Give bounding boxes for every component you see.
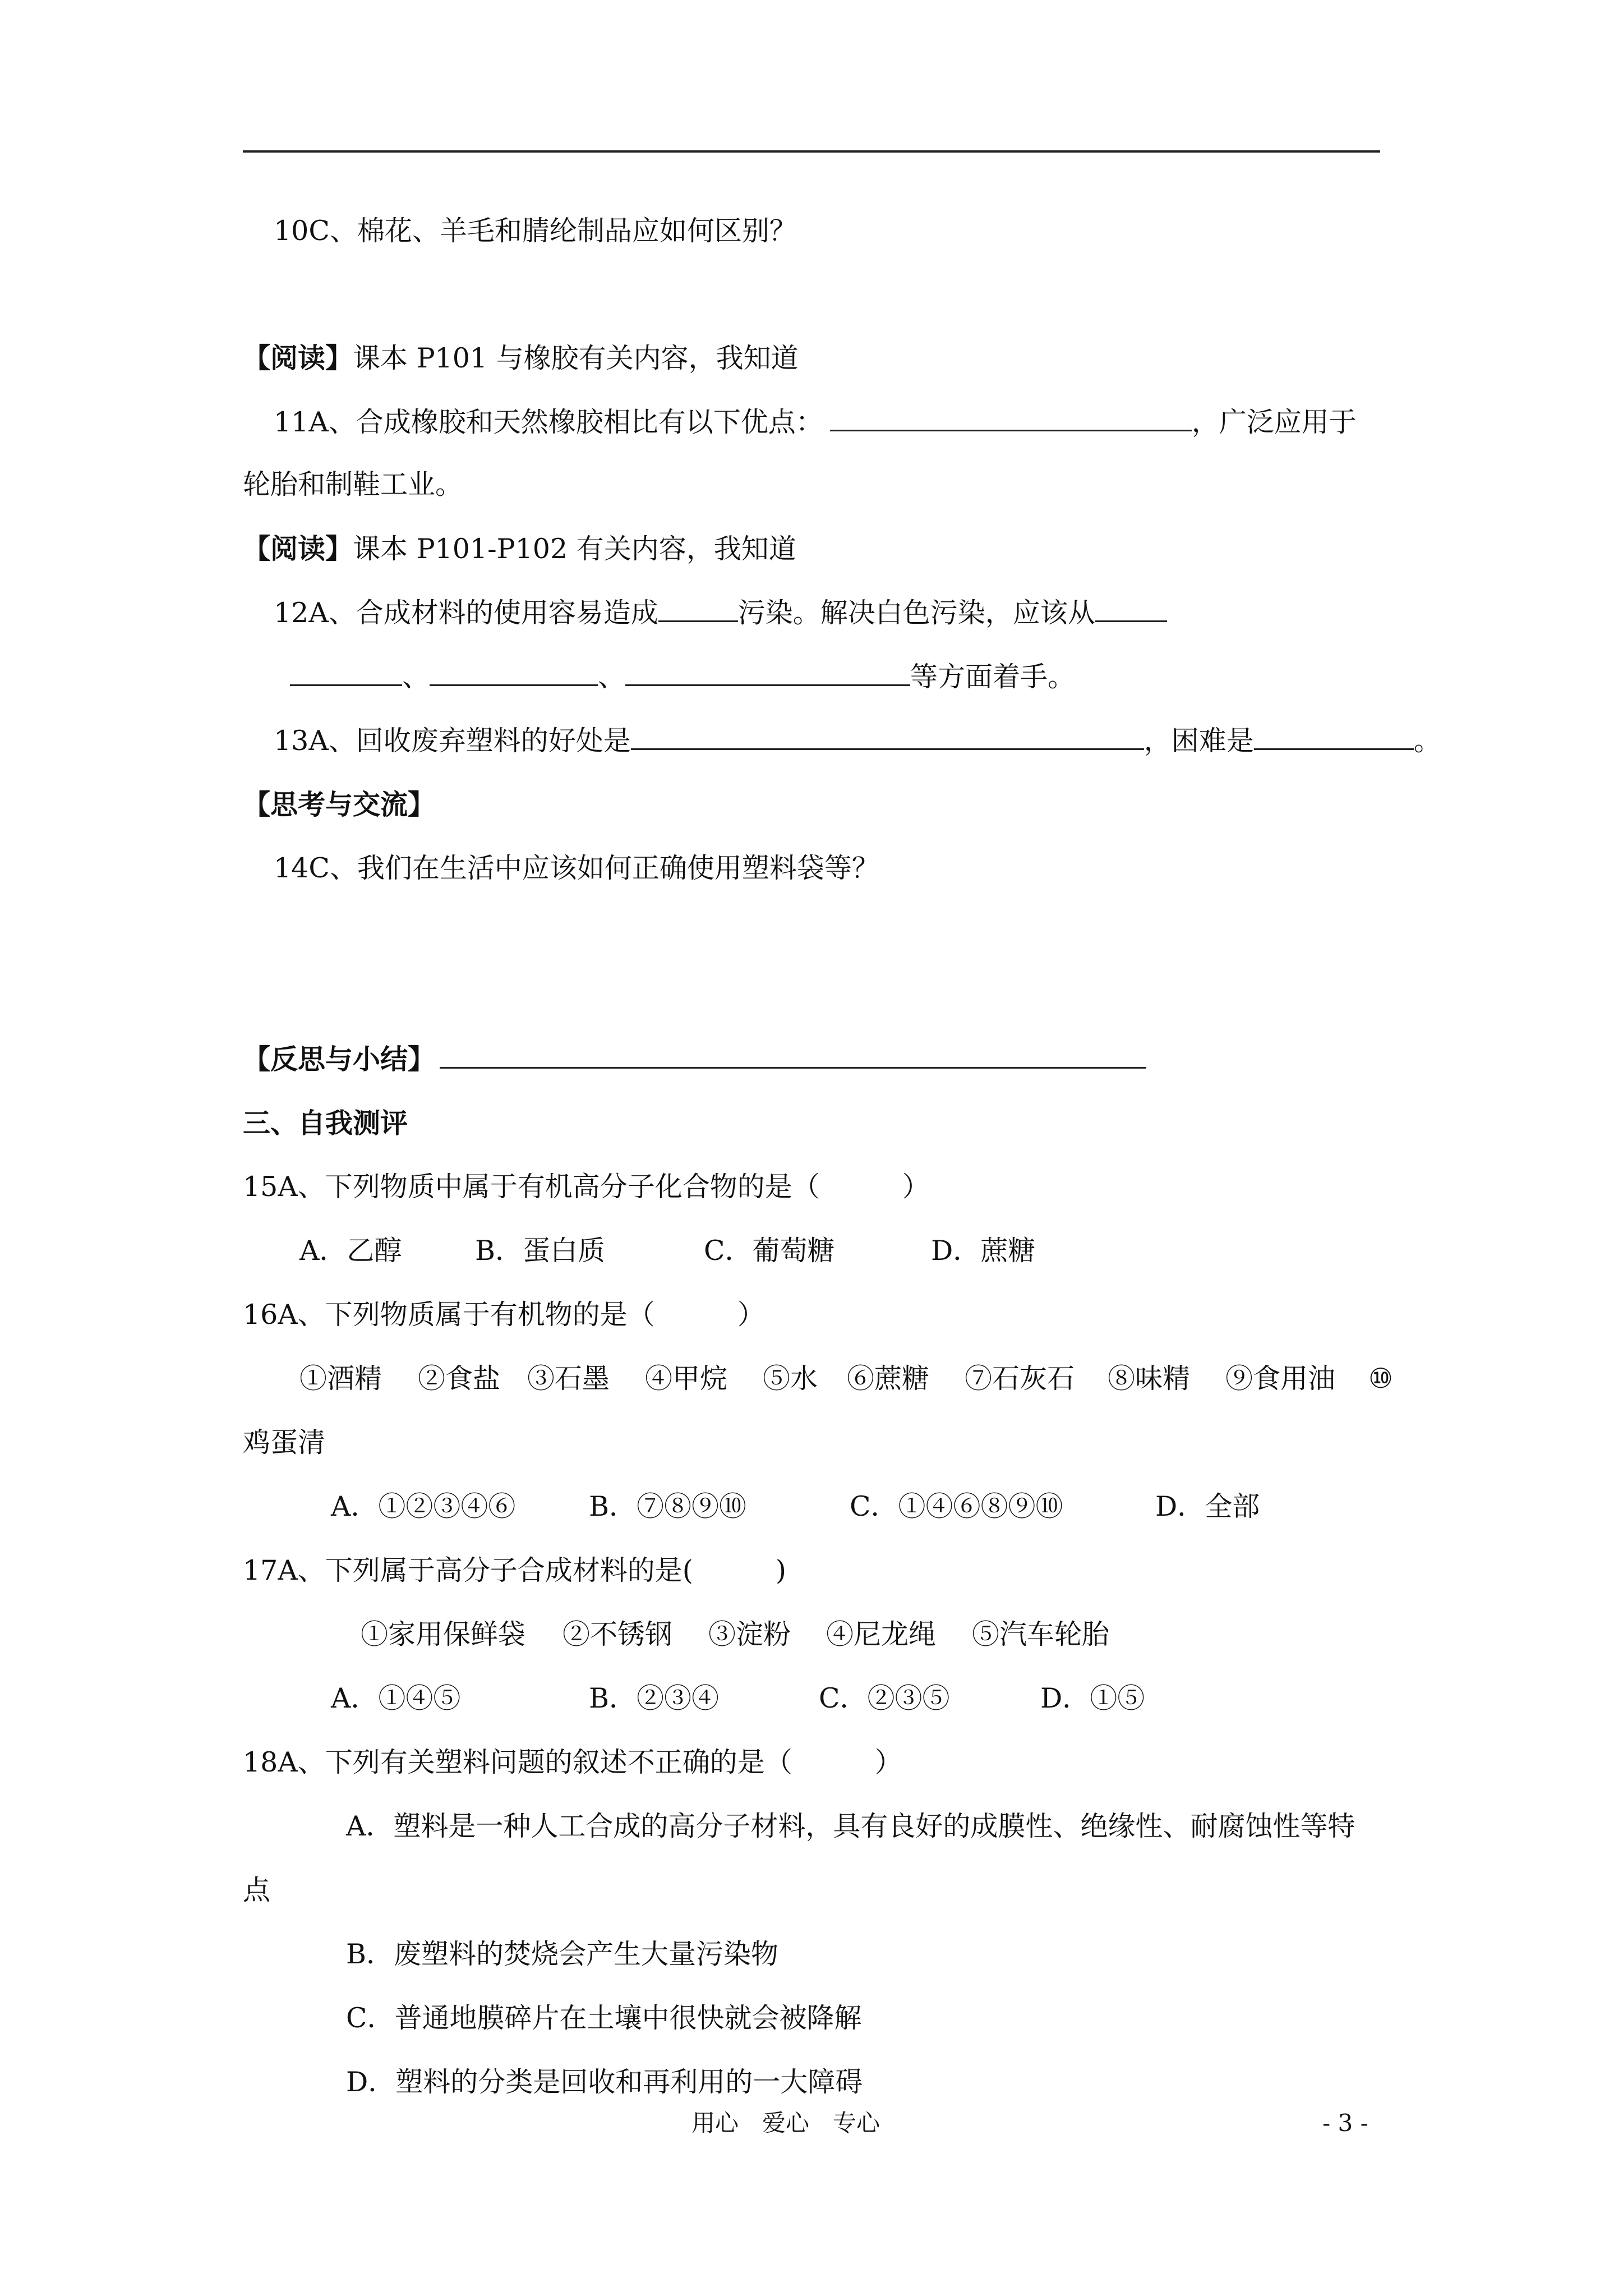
q17-option-a[interactable]: A．①④⑤ xyxy=(331,1682,461,1714)
q16-option-d[interactable]: D．全部 xyxy=(1155,1490,1260,1522)
q17-item: ①家用保鲜袋 xyxy=(361,1618,526,1650)
answer-blank[interactable] xyxy=(1254,724,1414,750)
q15-option-a[interactable]: A．乙醇 xyxy=(299,1235,402,1267)
q16-item: ⑦石灰石 xyxy=(965,1363,1075,1395)
summary-heading: 【反思与小结】 xyxy=(243,1042,1146,1076)
q17-item: ②不锈钢 xyxy=(562,1618,673,1650)
answer-blank[interactable] xyxy=(290,660,402,686)
reading-heading-1: 【阅读】课本 P101 与橡胶有关内容，我知道 xyxy=(243,342,799,374)
q16-option-a[interactable]: A．①②③④⑥ xyxy=(331,1490,516,1522)
q16-item: ①酒精 xyxy=(299,1363,382,1395)
answer-blank[interactable] xyxy=(625,660,910,686)
header-rule xyxy=(243,150,1380,153)
answer-blank[interactable] xyxy=(631,724,1144,750)
q18-option-a[interactable]: A．塑料是一种人工合成的高分子材料，具有良好的成膜性、绝缘性、耐腐蚀性等特 xyxy=(346,1810,1355,1842)
q17-item: ④尼龙绳 xyxy=(826,1618,937,1650)
q15-option-d[interactable]: D．蔗糖 xyxy=(931,1235,1036,1267)
q15-option-b[interactable]: B．蛋白质 xyxy=(475,1235,606,1267)
answer-blank[interactable] xyxy=(830,405,1192,431)
q16-option-b[interactable]: B．⑦⑧⑨⑩ xyxy=(589,1490,747,1522)
question-11-continued: 轮胎和制鞋工业。 xyxy=(243,468,463,500)
think-discuss-heading: 【思考与交流】 xyxy=(243,788,436,821)
q18-option-c[interactable]: C．普通地膜碎片在土壤中很快就会被降解 xyxy=(346,2002,862,2034)
question-12-continued: 、 、 等方面着手。 xyxy=(290,660,1075,694)
question-12: 12A、合成材料的使用容易造成 污染。解决白色污染，应该从 xyxy=(274,596,1167,630)
q18-option-a-continued: 点 xyxy=(243,1874,271,1906)
question-18: 18A、下列有关塑料问题的叙述不正确的是（ ） xyxy=(243,1746,902,1778)
q16-item: ⑨食用油 xyxy=(1225,1363,1336,1395)
q16-item: ④甲烷 xyxy=(645,1363,728,1395)
answer-blank[interactable] xyxy=(430,660,598,686)
q17-item: ③淀粉 xyxy=(708,1618,791,1650)
q17-option-c[interactable]: C．②③⑤ xyxy=(819,1682,950,1714)
q16-item-continued: 鸡蛋清 xyxy=(243,1427,326,1458)
answer-blank[interactable] xyxy=(658,596,738,622)
question-15: 15A、下列物质中属于有机高分子化合物的是（ ） xyxy=(243,1171,930,1203)
answer-blank[interactable] xyxy=(1095,596,1167,622)
q16-item: ⑤水 xyxy=(763,1363,818,1395)
q16-item: ⑧味精 xyxy=(1108,1363,1191,1395)
q15-option-c[interactable]: C．葡萄糖 xyxy=(704,1235,835,1267)
footer-motto: 用心 爱心 专心 xyxy=(691,2109,880,2137)
q16-item: ⑥蔗糖 xyxy=(847,1363,930,1395)
q16-item: ③石墨 xyxy=(527,1363,610,1395)
question-11: 11A、合成橡胶和天然橡胶相比有以下优点： ，广泛应用于 xyxy=(274,406,1357,438)
question-16: 16A、下列物质属于有机物的是（ ） xyxy=(243,1299,765,1331)
reading-heading-2: 【阅读】课本 P101-P102 有关内容，我知道 xyxy=(243,532,796,565)
question-13: 13A、回收废弃塑料的好处是 ，困难是 。 xyxy=(274,725,1441,757)
question-10: 10C、棉花、羊毛和腈纶制品应如何区别？ xyxy=(274,215,797,247)
q17-option-d[interactable]: D．①⑤ xyxy=(1040,1682,1145,1714)
q18-option-b[interactable]: B．废塑料的焚烧会产生大量污染物 xyxy=(346,1938,779,1970)
q16-option-c[interactable]: C．①④⑥⑧⑨⑩ xyxy=(850,1490,1063,1522)
question-14: 14C、我们在生活中应该如何正确使用塑料袋等？ xyxy=(274,852,879,884)
q16-item: ②食盐 xyxy=(418,1363,501,1395)
q16-item: ⑩ xyxy=(1368,1363,1393,1395)
q18-option-d[interactable]: D．塑料的分类是回收和再利用的一大障碍 xyxy=(346,2066,863,2098)
question-17: 17A、下列属于高分子合成材料的是( ) xyxy=(243,1554,786,1586)
q17-option-b[interactable]: B．②③④ xyxy=(589,1682,720,1714)
q17-item: ⑤汽车轮胎 xyxy=(972,1618,1110,1650)
page-number: - 3 - xyxy=(1322,2109,1368,2137)
summary-blank[interactable] xyxy=(440,1042,1146,1069)
self-assessment-heading: 三、自我测评 xyxy=(243,1107,408,1139)
